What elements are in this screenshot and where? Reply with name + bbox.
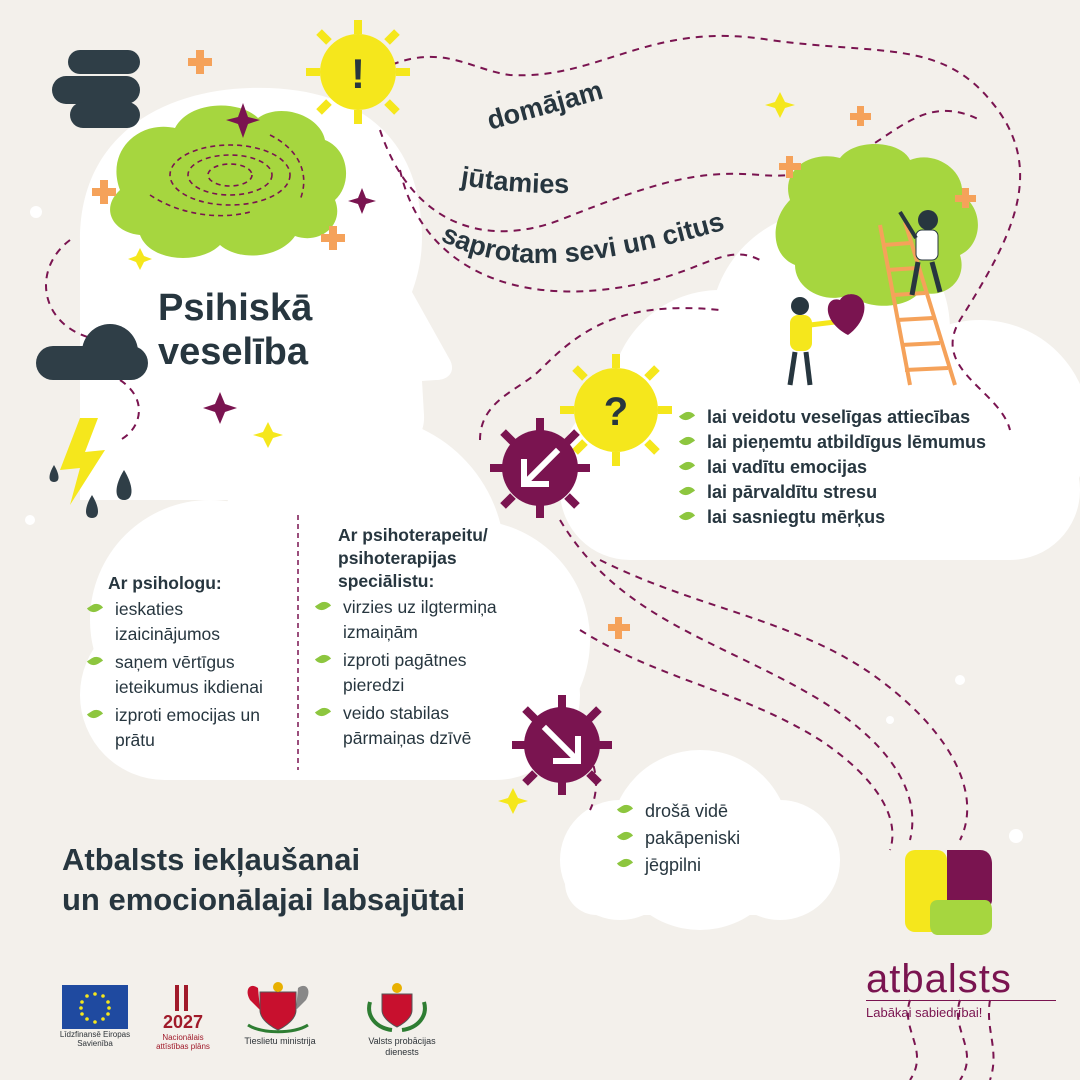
ministry-coat-of-arms <box>248 982 309 1032</box>
list-item: veido stabilas pārmaiņas dzīvē <box>316 701 506 751</box>
exclamation-sun-icon <box>306 20 410 124</box>
page-title <box>158 286 312 374</box>
leaf-icon <box>617 802 633 816</box>
list-item: izproti pagātnes pieredzi <box>316 648 506 698</box>
probation-coat-of-arms <box>369 983 425 1030</box>
page-title-line1: Psihiskā <box>158 287 313 329</box>
psychologist-section <box>88 572 288 753</box>
leaf-icon <box>315 652 331 666</box>
list-item: lai vadītu emocijas <box>680 455 1040 480</box>
psychotherapist-section <box>316 524 528 751</box>
curve-word-jutamies: jūtamies <box>459 161 570 200</box>
leaf-icon <box>617 829 633 843</box>
leaf-icon <box>87 601 103 615</box>
leaf-icon <box>679 484 695 498</box>
brand-name: atbalsts <box>866 957 1012 1001</box>
list-item: lai pārvaldītu stresu <box>680 480 1040 505</box>
list-item: saņem vērtīgus ieteikumus ikdienai <box>88 650 288 700</box>
psychologist-list <box>88 597 288 753</box>
ministry-caption: Tieslietu ministrija <box>244 1036 316 1046</box>
leaf-icon <box>679 459 695 473</box>
leaf-icon <box>315 705 331 719</box>
benefits-list <box>680 405 1040 530</box>
arrow-down-left-gear-icon <box>490 418 590 518</box>
leaf-icon <box>87 654 103 668</box>
nap-caption: Nacionālais attīstības plāns <box>156 1033 210 1051</box>
curve-word-saprotam: saprotam sevi un citus <box>437 206 728 270</box>
list-item: lai sasniegtu mērķus <box>680 505 1040 530</box>
nap-year: 2027 <box>162 1012 204 1032</box>
list-item: virzies uz ilgtermiņa izmaiņām <box>316 595 506 645</box>
dark-cloud-top <box>52 50 140 128</box>
psychotherapist-header: Ar psihoterapeitu/ psihoterapijas speciālistu: <box>338 525 488 591</box>
eu-logo-caption: Līdzfinansē Eiropas Savienība <box>59 1030 131 1048</box>
probation-caption: Valsts probācijas dienests <box>368 1036 436 1057</box>
brand-tagline: Labākai sabiedrībai! <box>866 1000 1056 1021</box>
leaf-icon <box>87 707 103 721</box>
nap-logo-mark <box>175 985 188 1011</box>
psychotherapist-list <box>316 595 506 751</box>
list-item: drošā vidē <box>618 798 798 825</box>
list-item: pakāpeniski <box>618 825 798 852</box>
leaf-icon <box>679 434 695 448</box>
support-heading-line2: un emocionālajai labsajūtai <box>62 882 466 917</box>
page-title-line2: veselība <box>158 331 308 373</box>
list-item: ieskaties izaicinājumos <box>88 597 288 647</box>
leaf-icon <box>617 856 633 870</box>
list-item: lai veidotu veselīgas attiecības <box>680 405 1040 430</box>
list-item: izproti emocijas un prātu <box>88 703 288 753</box>
list-item: lai pieņemtu atbildīgus lēmumus <box>680 430 1040 455</box>
eu-flag-logo <box>62 985 128 1029</box>
curve-word-domajam: domājam <box>483 74 607 136</box>
safety-list <box>618 798 798 879</box>
atbalsts-logo-mark <box>905 850 992 935</box>
list-item: jēgpilni <box>618 852 798 879</box>
leaf-icon <box>315 599 331 613</box>
question-sun-glyph: ? <box>603 390 629 434</box>
exclamation-sun-glyph: ! <box>351 50 365 97</box>
psychologist-header: Ar psihologu: <box>108 573 222 593</box>
support-heading <box>62 840 465 920</box>
support-heading-line1: Atbalsts iekļaušanai <box>62 842 361 877</box>
question-sun-icon <box>560 354 672 466</box>
leaf-icon <box>679 409 695 423</box>
leaf-icon <box>679 509 695 523</box>
